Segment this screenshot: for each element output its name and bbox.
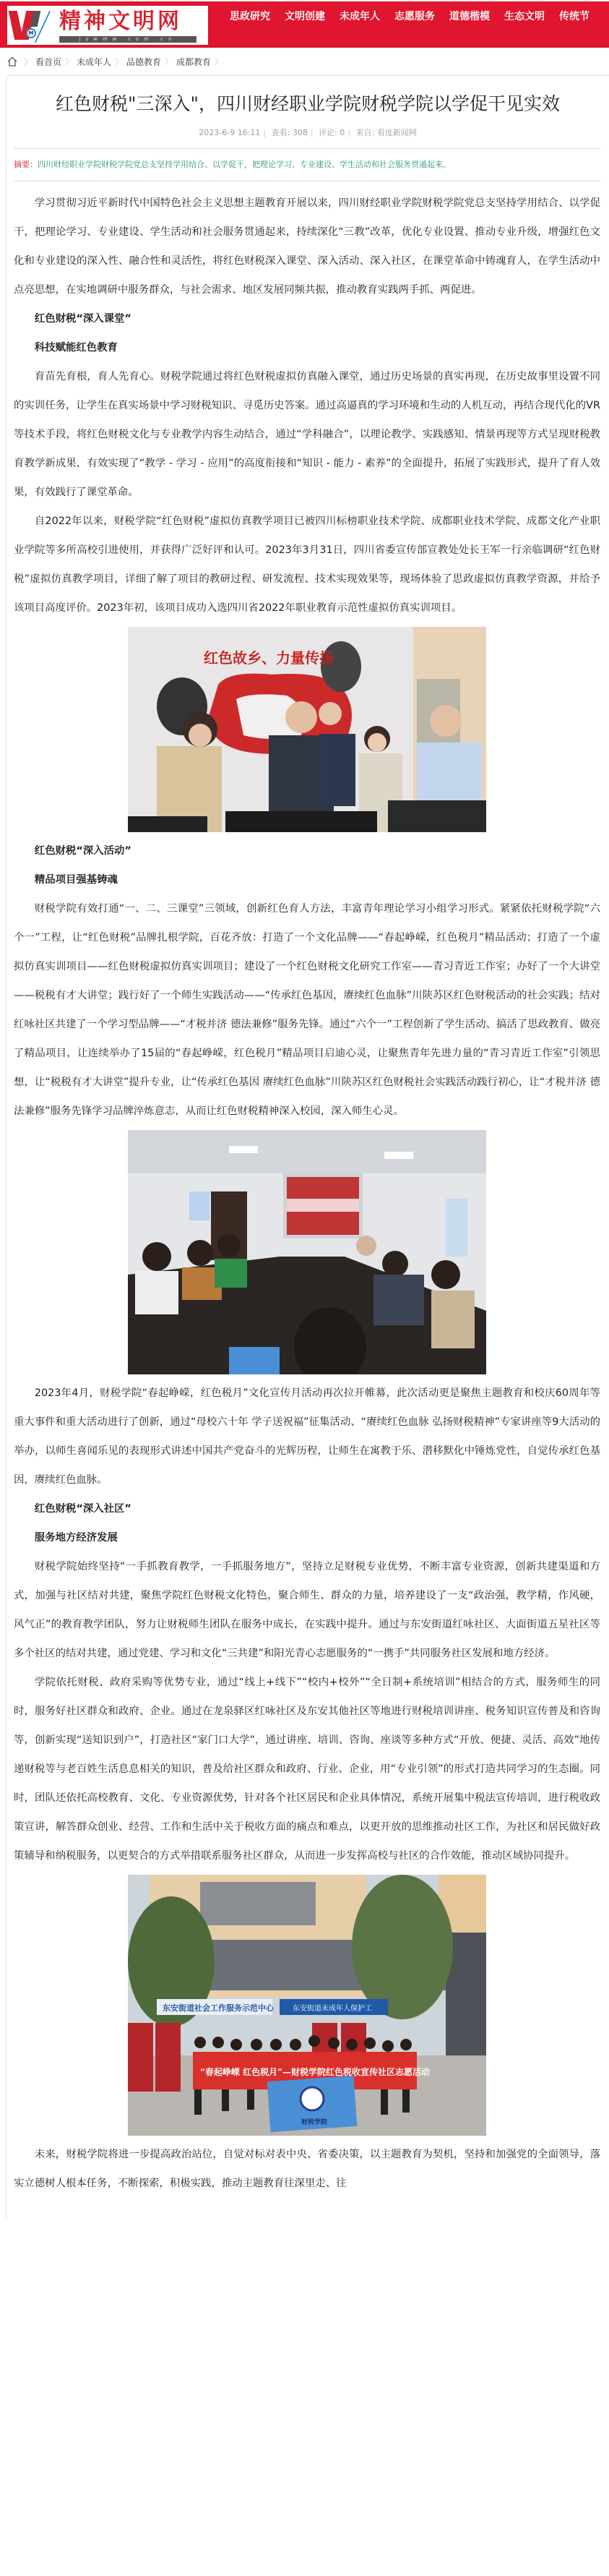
article-summary [7,149,609,181]
article-photo-meeting [128,1130,486,1374]
views-count: 308 [292,128,308,137]
section-subheading: 科技赋能红色教育 [34,342,118,354]
article-meta: 2023-6-9 16:11 | 查看: 308 | 评论: 0 | 来自: 看度新闻网 [199,128,417,137]
svg-text:东安街道未成年人保护工: 东安街道未成年人保护工 [293,2005,372,2013]
nav-item-chuantong[interactable]: 传统节 [559,11,589,22]
svg-text:财税学院: 财税学院 [301,2119,328,2126]
section-subheading: 服务地方经济发展 [34,1532,118,1544]
logo-url: jswmw.com.cn [59,36,196,43]
nav-item-daode[interactable]: 道德楷模 [449,11,490,22]
comments-label: 评论: [319,128,337,137]
comments-count[interactable]: 0 [340,128,345,137]
breadcrumb-chengdu-education[interactable]: 成都教育 [176,56,212,67]
site-header [0,0,609,48]
section-heading: 红色财税“深入活动” [34,845,131,857]
paragraph: 未来，财税学院将进一步提高政治站位，自觉对标对表中央、省委决策，以主题教育为契机，坚持和加强党的全面领导，落实立德树人根本任务，不断探索，积极实践，推动主题教育往深里走、往 [14,2149,600,2189]
section-heading: 红色财税“深入社区” [34,1503,131,1515]
section-heading: 红色财税“深入课堂” [34,313,131,325]
paragraph: 育苗先育根，育人先育心。财税学院通过将红色财税虚拟仿真融入课堂，通过历史场景的真实再现，在历史故事里设置不同的实训任务，让学生在真实场景中学习财税知识、寻觅历史答案。通过高逼真的学习环境和生动的人机互动，再结合现代化的VR等技术手段，将红色财税文化与专业教学内容生动结合，通过“学科融合”，以理论教学、实践感知、情景再现等方式呈现财税教育教学新成果，有效实现了“教学 - 学习 - 应用”的高度衔接和“知识 - 能力 - 素养”的全面提升，拓展了实践形式，提升了育人效果，有效践行了课堂革命。 [14,371,600,498]
breadcrumb-minors[interactable]: 未成年人 [77,56,112,67]
article [6,75,609,2220]
breadcrumb-separator: 〉 [215,57,223,67]
breadcrumb-separator: 〉 [65,57,74,67]
summary-text: ：四川财经职业学院财税学院党总支坚持学用结合、以学促干，把理论学习、专业建设、学生活动和社会服务贯通起来。 [30,160,451,169]
nav-item-shengtai[interactable]: 生态文明 [504,11,545,22]
site-logo[interactable] [7,6,208,45]
breadcrumb-separator: 〉 [165,57,173,67]
paragraph: 财税学院有效打通“一、二、三课堂”三领域，创新红色育人方法，丰富青年理论学习小组学习形式。紧紧依托财税学院“六个一”工程，让“红色财税”品牌扎根学院，百花齐放：打造了一个文化品牌——“春起峥嵘，红色税月”精品活动；打造了一个虚拟仿真实训项目——红色财税虚拟仿真实训项目；建设了一个红色财税文化研究工作室——青习青近工作室；办好了一个大讲堂——税税有才大讲堂；践行好了一个师生实践活动——“传承红色基因，赓续红色血脉”川陕苏区红色财税活动的社会实践；结对红咏社区共建了一个学习型品牌——“才税并济 德法兼修”服务先锋。通过“六个一”工程创新了学生活动、搞活了思政教育、做亮了精品项目，让连续举办了15届的“春起峥嵘，红色税月”精品项目启迪心灵，让聚焦青年先进力量的“青习青近工作室”引领思想，让“税税有才大讲堂”提升专业，让“传承红色基因 赓续红色血脉”川陕苏区红色财税社会实践活动践行初心，让“才税并济 德法兼修”服务先锋学习品牌淬炼意志，从而让红色财税精神深入校园，深入师生心灵。 [14,903,600,1117]
svg-text:“春起峥嵘 红色税月”—财税学院红色税收宣传社区志愿活动: “春起峥嵘 红色税月”—财税学院红色税收宣传社区志愿活动 [200,2067,430,2077]
logo-mark-icon: M [10,8,55,43]
paragraph: 学习贯彻习近平新时代中国特色社会主义思想主题教育开展以来，四川财经职业学院财税学院党总支坚持学用结合、以学促干，把理论学习、专业建设、学生活动和社会服务贯通起来，持续深化“三教”改革，优化专业设置、推动专业升级，增强红色文化和专业建设的深入性、融合性和灵活性，将红色财税深入课堂、深入活动、深入社区，在课堂革命中铸魂育人，在学生活动中点亮思想，在实地调研中服务群众，与社会需求、地区发展同频共振，推动教育实践两手抓、两促进。 [14,197,600,296]
source-name: 看度新闻网 [376,128,417,137]
paragraph: 学院依托财税、政府采购等优势专业，通过“线上+线下”“校内+校外”“全日制+系统培训”相结合的方式，服务师生的同时，服务好社区群众和政府、企业。通过在龙泉驿区红咏社区及东安其他社区等地进行财税培训讲座、税务知识宣传普及和咨询等，创新实现“送知识到户”，打造社区“家门口大学”，通过讲座、培训、咨询、座谈等多种方式“开放、便捷、灵活、高效”地传递财税等与老百姓生活息息相关的知识，普及给社区群众和政府、行业、企业，用“专业引领”的形式打造共同学习的生态圈。同时，团队还依托高校教育、文化、专业资源优势，针对各个社区居民和企业具体情况，系统开展集中税法宣传培训，进行税收政策宣讲，解答群众创业、经营、工作和生活中关于税收方面的痛点和难点，以更开放的思维推动社区工作，为社区和居民做好政策辅导和纳税服务，以更契合的方式举措联系服务社区群众，从而进一步发挥高校与社区的合作效能，推动区域协同提升。 [14,1677,600,1862]
nav-item-sizheng[interactable]: 思政研究 [230,11,270,22]
breadcrumb-separator: 〉 [115,57,124,67]
paragraph: 2023年4月，财税学院“春起峥嵘，红色税月”文化宣传月活动再次拉开帷幕，此次活动更是聚焦主题教育和校庆60周年等重大事件和重大活动进行了创新，通过“母校六十年 学子送祝福”征集活动、“赓续红色血脉 弘扬财税精神”专家讲座等9大活动的举办，以师生喜闻乐见的表现形式讲述中国共产党奋斗的光辉历程，让师生在寓教于乐、潜移默化中锤炼党性，自觉传承红色基因，赓续红色血脉。 [14,1387,600,1486]
nav-item-wenming[interactable]: 文明创建 [285,11,325,22]
paragraph: 财税学院始终坚持“一手抓教育教学，一手抓服务地方”，坚持立足财税专业优势，不断丰富专业资源，创新共建渠道和方式，加强与社区结对共建，聚焦学院红色财税文化特色，聚合师生、群众的力量，培养建设了一支“政治强，教学精，作风硬，风气正”的教育教学团队，努力让财税师生团队在服务中成长，在实践中提升。通过与东安街道红咏社区、大面街道五星社区等多个社区的结对共建，通过党建、学习和文化“三共建”和阳光青心志愿服务的“一携手”共同服务社区发展和地方经济。 [14,1561,600,1659]
breadcrumb [0,48,609,75]
logo-title: 精神文明网 [59,8,182,34]
svg-text:东安街道社会工作服务示范中心: 东安街道社会工作服务示范中心 [163,2003,274,2013]
article-photo-vr-lab [128,627,486,832]
main-nav [230,9,604,23]
summary-label: 摘要 [14,160,30,169]
article-photo-community [128,1875,486,2136]
breadcrumb-moral-education[interactable]: 品德教育 [126,56,162,67]
breadcrumb-home[interactable]: 看首页 [35,56,62,67]
nav-item-weichengnianren[interactable]: 未成年人 [340,11,380,22]
article-body [7,181,609,2198]
views-label: 查看: [271,128,290,137]
svg-text:红色故乡、力量传扬: 红色故乡、力量传扬 [204,649,334,667]
paragraph: 自2022年以来，财税学院“红色财税”虚拟仿真教学项目已被四川标榜职业技术学院、成都职业技术学院、成都文化产业职业学院等多所高校引进使用，并获得广泛好评和认可。2023年3月31日，四川省委宣传部宣教处处长王军一行亲临调研“红色财税”虚拟仿真教学项目，详细了解了项目的教研过程、研发流程、技术实现效果等，现场体验了思政虚拟仿真教学资源，并给予该项目高度评价。2023年初，该项目成功入选四川省2022年职业教育示范性虚拟仿真实训项目。 [14,515,600,614]
article-title: 红色财税"三深入"，四川财经职业学院财税学院以学促干见实效 [55,93,560,114]
publish-date: 2023-6-9 16:11 [199,128,261,137]
nav-item-zhiyuan[interactable]: 志愿服务 [394,11,435,22]
home-icon[interactable] [7,56,17,67]
breadcrumb-separator: 〉 [24,57,32,67]
section-subheading: 精品项目强基铸魂 [34,874,118,886]
source-label: 来自: [355,128,375,137]
